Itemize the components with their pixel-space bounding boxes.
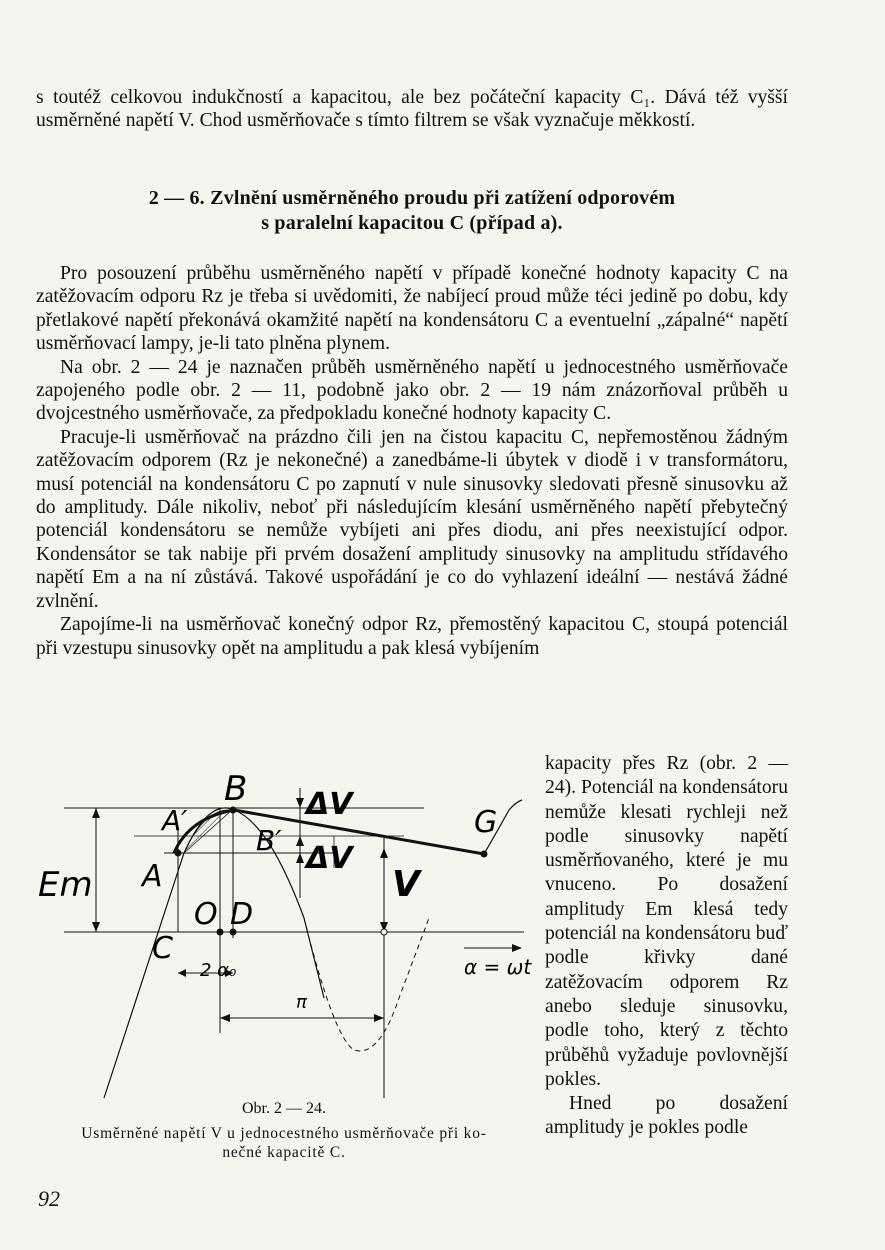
label-c: C (152, 931, 173, 966)
pi-arrow-right (374, 1014, 384, 1022)
v-arrow-top (380, 848, 388, 858)
point-g (481, 851, 488, 858)
em-arrow-top (92, 808, 100, 818)
label-o: O (194, 897, 218, 932)
sine-dashed (304, 918, 429, 1051)
label-em: Em (38, 865, 93, 905)
body-paragraphs (36, 262, 788, 660)
label-delta-v-1: ΔV (306, 787, 353, 822)
section-heading (36, 186, 788, 235)
alpha-axis-arrowhead (512, 944, 522, 952)
paragraph-3: Pracuje-li usměrňovač na prázdno čili jen na čistou kapacitu C, nepřemostěnou žádným zatěžovacím odporem (Rz je nekonečné) a zanedbáme-li úbytek v diodě i v transformátoru, musí potenciál na kondensátoru C po zapnutí v nule sinusovky sledovati přesně sinusovku až do amplitudy. Dále nikoliv, neboť při následujícím klesání usměrněného napětí přebytečný potenciál kondensátoru se nemůže vybíjeti ani přes diodu, ani přes neexistující odpor. Kondensátor se tak nabije při prvém dosažení amplitudy sinusovky na amplitudu střídavého napětí Em a na ní zůstává. Takové uspořádání je co do vyhlazení ideální — nestává žádné zvlnění. (36, 426, 788, 612)
label-b: B (224, 769, 248, 809)
dv-arrow-2 (296, 836, 304, 846)
label-g: G (474, 805, 498, 840)
paragraph-1: Pro posouzení průběhu usměrněného napětí v případě konečné hodnoty kapacity C na zatěžovacím odporu Rz je třeba si uvědomiti, že nabíjecí proud může téci jedině po dobu, kdy přetlakové napětí překonává okamžité napětí na kondensátoru C a eventuelní „zápalné“ napětí usměrňovací lampy, je-li tato plněna plynem. (36, 263, 788, 355)
figure-rectifier-voltage (34, 768, 534, 1118)
page-number: 92 (38, 1186, 60, 1211)
label-two-alpha: 2 α₀ (200, 960, 237, 981)
paragraph-4-full-width: Zapojíme-li na usměrňovač konečný odpor Rz, přemostěný kapacitou C, stoupá potenciál při vzestupu sinusovky opět na amplitudu a pak klesá vybíjením (36, 614, 788, 659)
em-arrow-bottom (92, 922, 100, 932)
dv-arrow-1 (296, 798, 304, 808)
point-a (175, 850, 182, 857)
heading-line-1: 2 — 6. Zvlnění usměrněného proudu při zatížení odporovém (148, 187, 676, 209)
intro-text: s toutéž celkovou indukčností a kapacitou, ale bez počáteční kapacity C₁. Dává též vyšší usměrněné napětí V. Chod usměrňovače s tímto filtrem se však vyznačuje měkkostí. (36, 87, 788, 132)
label-a-prime: A′ (162, 804, 188, 837)
right-column-text (545, 752, 788, 1141)
label-pi: π (296, 992, 307, 1013)
heading-line-2: s paralelní kapacitou C (případ a). (261, 211, 563, 234)
figure-caption (34, 1124, 534, 1162)
label-alpha: α = ωt (464, 955, 532, 979)
point-v-base (381, 929, 387, 935)
label-d: D (230, 897, 254, 932)
label-a: A (142, 859, 163, 894)
paragraph-2: Na obr. 2 — 24 je naznačen průběh usměrněného napětí u jednocestného usměrňovače zapojeného podle obr. 2 — 11, podobně jako obr. 2 — 19 nám znázorňoval průběh u dvojcestného usměrňovače, za předpokladu konečné hodnoty kapacity C. (36, 356, 788, 425)
caption-line-1: Usměrněné napětí V u jednocestného usměrňovače při ko- (81, 1125, 487, 1142)
figure-title: Obr. 2 — 24. (242, 1100, 326, 1117)
dv-arrow-3 (296, 853, 304, 863)
paragraph-5-column: Hned po dosažení amplitudy je pokles podle (545, 1093, 788, 1139)
intro-paragraph (36, 86, 788, 133)
label-v: V (392, 864, 420, 905)
label-delta-v-2: ΔV (306, 841, 353, 876)
label-b-prime: B′ (256, 824, 282, 857)
sine-curve (104, 808, 324, 1098)
two-alpha-arrow-left (178, 969, 186, 977)
paragraph-4-column: kapacity přes Rz (obr. 2 — 24). Potenciál na kondensátoru nemůže klesati rychleji než podle sinusovky napětí usměrňovaného, které je mu vnuceno. Po dosažení amplitudy Em klesá tedy potenciál na kondensátoru buď podle křivky dané zatěžovacím odporem Rz anebo sleduje sinusovku, podle toho, který z těchto průběhů vyžaduje povlovnější pokles. (545, 753, 788, 1090)
pi-arrow-left (220, 1014, 230, 1022)
caption-line-2: nečné kapacitě C. (222, 1144, 346, 1161)
